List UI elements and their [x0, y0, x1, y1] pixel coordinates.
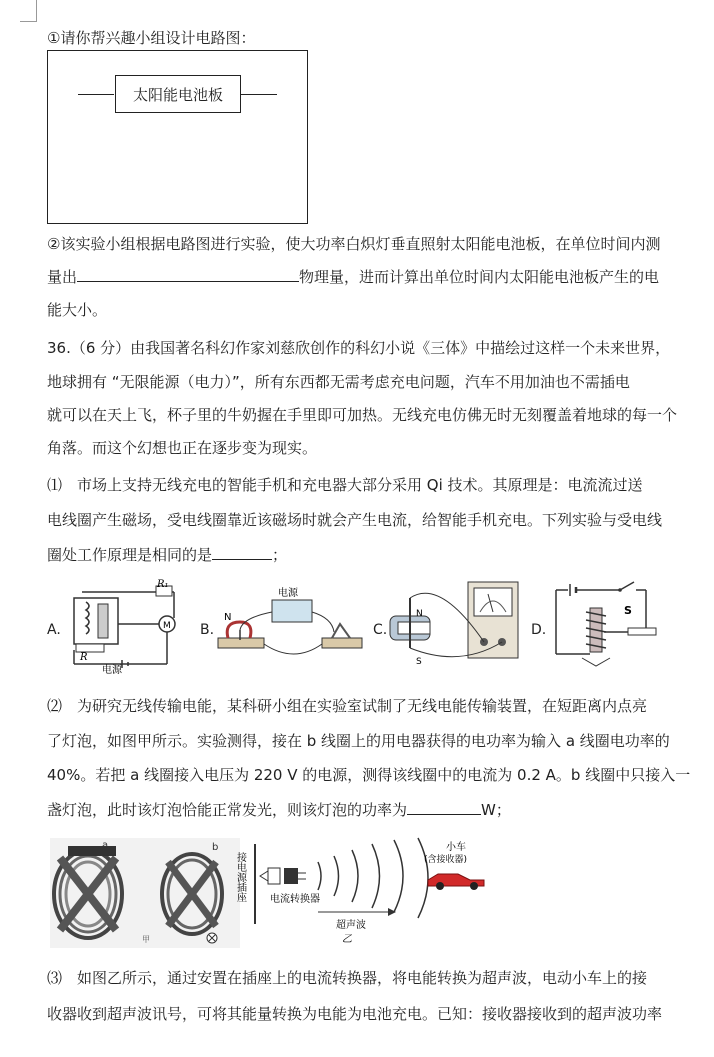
fig-yi-wave-label: 超声波 — [336, 920, 366, 931]
fig-yi-car-label: 小车 — [446, 842, 466, 853]
part1-line3: 圈处工作原理是相同的是 ； — [47, 546, 288, 564]
part3-line2: 收器收到超声波讯号，可将其能量转换为电能为电池充电。已知：接收器接收到的超声波功率 — [47, 1005, 663, 1023]
q36-line2: 地球拥有 “无限能源（电力）”，所有东西都无需考虑充电问题，汽车不用加油也不需插电 — [47, 373, 630, 391]
fig-b-n-label: N — [224, 612, 232, 623]
circuit-design-box — [47, 50, 308, 224]
fig-d-s-label: S — [624, 604, 632, 617]
part2-line1: ⑵ 为研究无线传输电能，某科研小组在实验室试制了无线电能传输装置，在短距离内点亮 — [47, 697, 648, 715]
q2-line2: 量出 物理量，进而计算出单位时间内太阳能电池板产生的电 — [47, 268, 660, 286]
wire-right — [241, 94, 277, 95]
q36-line4: 角落。而这个幻想也正在逐步变为现实。 — [47, 439, 318, 457]
fig-b-power-label: 电源 — [278, 588, 298, 599]
fig-jia-caption: 甲 — [142, 935, 150, 944]
fig-a-r-label: R — [80, 652, 88, 663]
fig-jia-b-label: b — [212, 842, 219, 853]
solar-panel-label: 太阳能电池板 — [132, 85, 223, 104]
fig-a-r1-label: R₁ — [157, 579, 169, 590]
part3-line1: ⑶ 如图乙所示，通过安置在插座上的电流转换器，将电能转换为超声波，电动小车上的接 — [47, 969, 648, 987]
figure-option-c — [388, 578, 520, 670]
fig-c-s-label: S — [416, 657, 422, 667]
q2-line1: ②该实验小组根据电路图进行实验，使大功率白炽灯垂直照射太阳能电池板，在单位时间内测 — [47, 235, 661, 253]
fig-yi-receiver-label: (含接收器) — [424, 855, 468, 865]
figure-option-d — [546, 578, 664, 670]
q2-line3: 能大小。 — [47, 301, 108, 319]
option-a-label[interactable]: A. — [47, 622, 61, 638]
page-corner-mark-h — [20, 21, 37, 22]
part2-line4: 盏灯泡，此时该灯泡恰能正常发光，则该灯泡的功率为 W； — [47, 801, 511, 819]
answer-blank-choice[interactable] — [212, 545, 272, 560]
fig-c-n-label: N — [416, 609, 423, 619]
fig-a-power-label: 电源 — [102, 665, 122, 676]
part1-line1: ⑴ 市场上支持无线充电的智能手机和充电器大部分采用 Qi 技术。其原理是：电流流过送 — [47, 476, 643, 494]
solar-panel-box — [115, 75, 241, 113]
q1-prompt: ①请你帮兴趣小组设计电路图： — [47, 29, 256, 47]
figure-jia — [50, 838, 240, 948]
fig-jia-a-label: a — [102, 840, 109, 851]
answer-blank-power[interactable] — [407, 800, 481, 815]
fig-yi-converter-label: 电流转换器 — [270, 894, 320, 905]
fig-a-m-label: M — [163, 621, 171, 631]
option-c-label[interactable]: C. — [373, 622, 388, 638]
figure-option-b — [214, 582, 364, 662]
q36-line1: 36.（6 分）由我国著名科幻作家刘慈欣创作的科幻小说《三体》中描绘过这样一个未来世界， — [47, 339, 671, 357]
part2-line2: 了灯泡，如图甲所示。实验测得，接在 b 线圈上的用电器获得的电功率为输入 a 线圈电功率的 — [47, 732, 670, 750]
wire-left — [78, 94, 114, 95]
option-b-label[interactable]: B. — [200, 622, 215, 638]
q36-line3: 就可以在天上飞，杯子里的牛奶握在手里即可加热。无线充电仿佛无时无刻覆盖着地球的每一个 — [47, 406, 678, 424]
part1-line2: 电线圈产生磁场，受电线圈靠近该磁场时就会产生电流，给智能手机充电。下列实验与受电线 — [47, 511, 663, 529]
fig-yi-caption: 乙 — [342, 934, 352, 945]
option-d-label[interactable]: D. — [531, 622, 547, 638]
part2-line3: 40%。若把 a 线圈接入电压为 220 V 的电源，测得该线圈中的电流为 0.2 A。b 线圈中只接入一 — [47, 766, 691, 784]
figure-yi — [234, 838, 494, 948]
answer-blank-quantity[interactable] — [77, 267, 299, 282]
figure-option-a — [62, 579, 188, 676]
fig-yi-socket-label: 接电源插座 — [234, 852, 246, 902]
page-corner-mark — [36, 0, 37, 22]
